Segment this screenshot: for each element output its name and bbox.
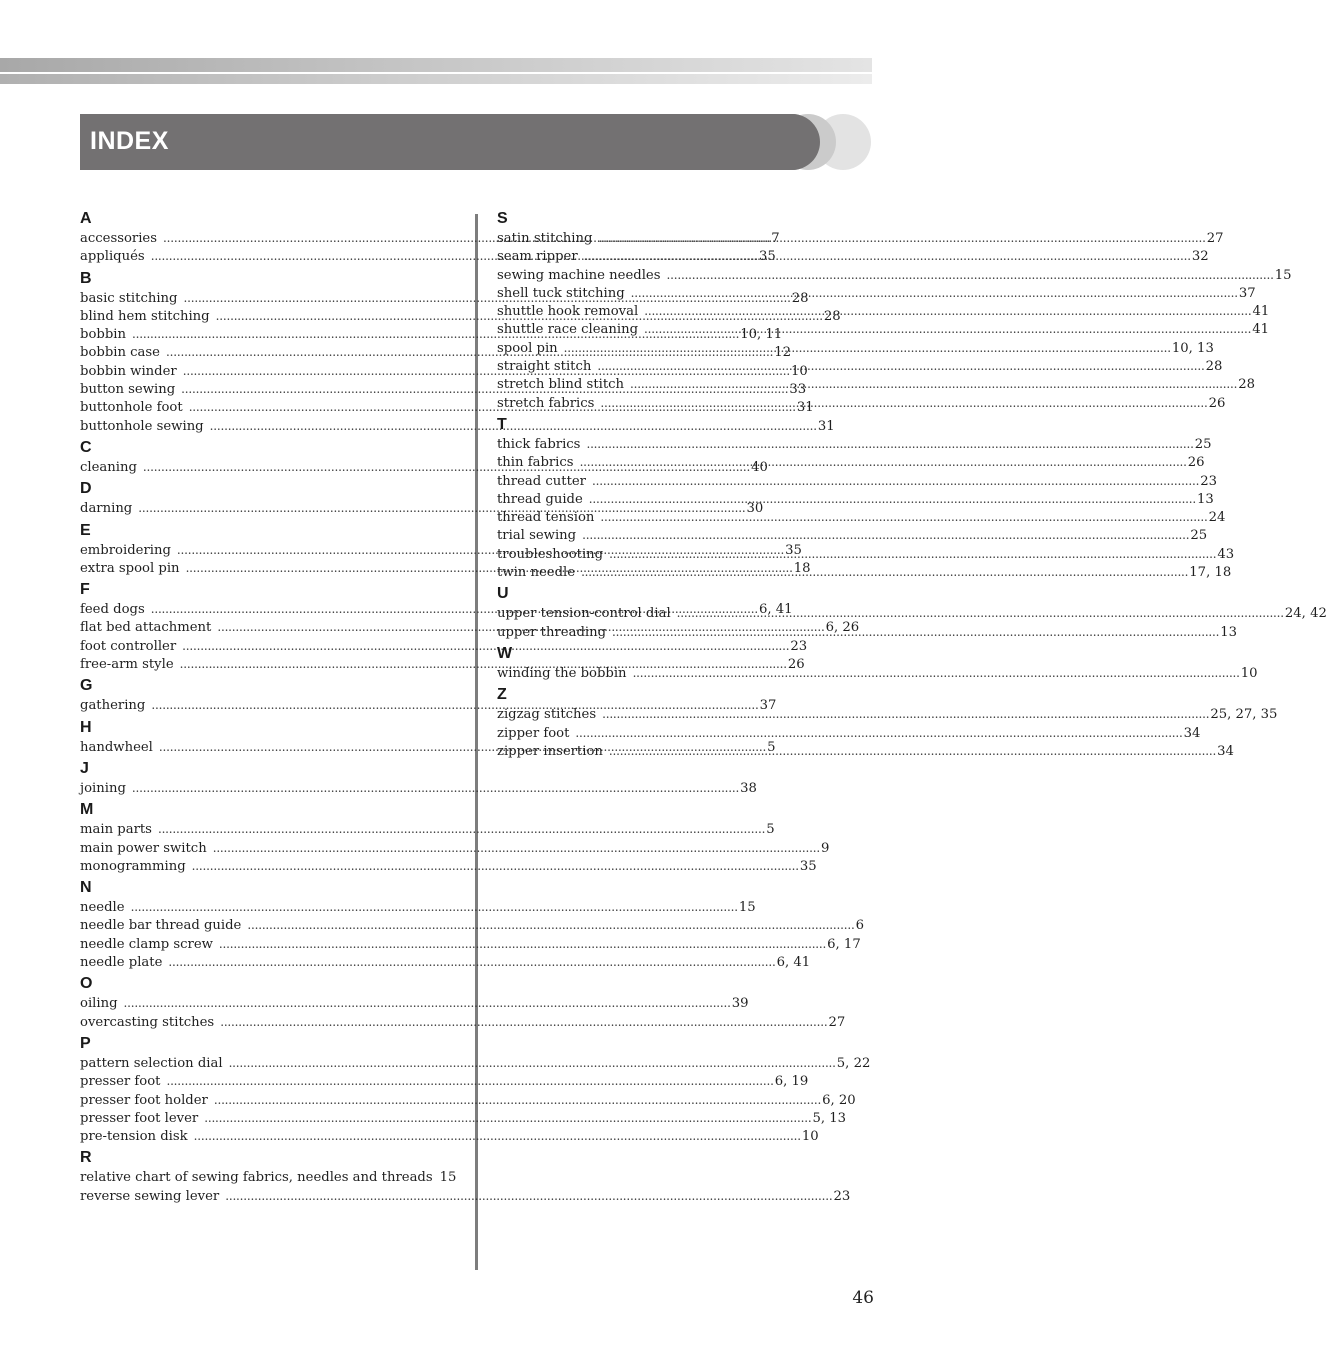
dot-leader xyxy=(220,1013,827,1031)
entry-pages: 31 xyxy=(796,400,814,416)
dot-leader xyxy=(132,779,739,797)
section-letter: A xyxy=(80,210,92,227)
index-entry xyxy=(80,696,777,714)
section-letter: G xyxy=(80,677,93,695)
entry-pages: 6 xyxy=(855,918,864,934)
index-entry xyxy=(80,1054,871,1072)
index-entry xyxy=(80,1013,846,1031)
entry-pages: 17, 18 xyxy=(1189,565,1232,581)
section-letter: R xyxy=(80,1149,92,1167)
entry-term: embroidering xyxy=(80,542,171,558)
entry-pages: 23 xyxy=(1200,473,1217,489)
entry-term: thick fabrics xyxy=(497,436,581,452)
index-entry xyxy=(497,563,1232,581)
section-letter: O xyxy=(80,975,93,993)
index-entry xyxy=(80,953,811,971)
entry-term: presser foot xyxy=(80,1074,161,1090)
entry-term: needle xyxy=(80,900,125,916)
entry-term: oiling xyxy=(80,996,118,1012)
index-entry xyxy=(80,1072,809,1090)
entry-pages: 33 xyxy=(789,382,807,398)
index-entry xyxy=(497,526,1208,544)
dot-leader xyxy=(581,563,1188,581)
entry-pages: 15 xyxy=(439,1170,457,1186)
entry-term: button sewing xyxy=(80,382,176,398)
entry-term: basic stitching xyxy=(80,290,178,306)
entry-term: bobbin winder xyxy=(80,363,177,379)
entry-pages: 34 xyxy=(1217,743,1234,759)
index-entry xyxy=(80,637,808,655)
dot-leader xyxy=(609,742,1216,760)
entry-term: relative chart of sewing fabrics, needles and threads xyxy=(80,1170,433,1186)
entry-term: upper threading xyxy=(497,624,607,640)
index-entry xyxy=(497,623,1238,641)
dot-leader xyxy=(214,1091,821,1109)
entry-pages: 35 xyxy=(785,542,802,558)
entry-pages: 37 xyxy=(1238,285,1256,301)
entry-pages: 28 xyxy=(823,308,841,324)
index-entry xyxy=(80,916,864,934)
index-entry xyxy=(497,375,1256,393)
index-entry xyxy=(80,417,835,435)
entry-term: seam ripper xyxy=(497,249,578,265)
entry-pages: 12 xyxy=(774,345,792,361)
index-entry xyxy=(80,839,830,857)
entry-pages: 35 xyxy=(758,249,776,265)
entry-term: main parts xyxy=(80,822,152,838)
index-entry xyxy=(497,508,1226,526)
entry-pages: 40 xyxy=(751,459,768,475)
entry-pages: 18 xyxy=(793,560,811,576)
entry-pages: 26 xyxy=(787,657,805,673)
section-letter: T xyxy=(497,415,507,433)
index-entry xyxy=(80,1127,819,1145)
header-stripe-top xyxy=(0,58,872,72)
index-column-right xyxy=(497,206,1327,760)
entry-term: zigzag stitches xyxy=(497,707,597,723)
index-section xyxy=(80,759,757,797)
entry-pages: 10 xyxy=(801,1129,819,1145)
entry-term: joining xyxy=(80,780,126,796)
entry-pages: 23 xyxy=(833,1188,851,1204)
dot-leader xyxy=(667,266,1274,284)
entry-term: straight stitch xyxy=(497,359,592,375)
index-entry xyxy=(80,857,817,875)
entry-pages: 34 xyxy=(1183,725,1201,741)
entry-term: pre-tension disk xyxy=(80,1129,188,1145)
dot-leader xyxy=(644,320,1251,338)
entry-term: cleaning xyxy=(80,459,137,475)
entry-pages: 15 xyxy=(738,900,756,916)
entry-pages: 43 xyxy=(1217,546,1235,562)
section-letter: F xyxy=(80,581,90,599)
entry-term: extra spool pin xyxy=(80,560,180,576)
entry-term: needle bar thread guide xyxy=(80,918,242,934)
dot-leader xyxy=(631,284,1238,302)
entry-term: upper tension-control dial xyxy=(497,606,671,622)
dot-leader xyxy=(600,508,1207,526)
entry-term: buttonhole sewing xyxy=(80,418,204,434)
section-letter: Z xyxy=(497,686,507,704)
index-entry xyxy=(497,545,1235,563)
entry-term: main power switch xyxy=(80,840,207,856)
index-entry xyxy=(497,229,1224,247)
entry-term: thin fabrics xyxy=(497,455,574,471)
entry-pages: 39 xyxy=(731,996,749,1012)
index-entry xyxy=(80,820,775,838)
dot-leader xyxy=(633,664,1240,682)
index-entry xyxy=(497,472,1217,490)
index-section xyxy=(80,1034,871,1145)
section-letter: B xyxy=(80,269,92,287)
index-entry xyxy=(497,742,1234,760)
entry-pages: 24 xyxy=(1208,510,1226,526)
entry-term: feed dogs xyxy=(80,602,145,618)
section-letter: C xyxy=(80,438,92,456)
index-entry xyxy=(497,247,1209,265)
section-letter: J xyxy=(80,759,89,777)
index-entry xyxy=(497,664,1258,682)
entry-term: stretch fabrics xyxy=(497,395,595,411)
dot-leader xyxy=(584,247,1191,265)
entry-pages: 5 xyxy=(766,822,775,838)
index-section xyxy=(497,644,1258,682)
entry-term: thread tension xyxy=(497,510,595,526)
entry-pages: 6, 41 xyxy=(776,955,811,971)
entry-term: shuttle hook removal xyxy=(497,304,639,320)
entry-term: flat bed attachment xyxy=(80,620,212,636)
dot-leader xyxy=(564,339,1171,357)
entry-pages: 5, 13 xyxy=(812,1110,847,1126)
dot-leader xyxy=(229,1054,836,1072)
section-letter: W xyxy=(497,644,513,662)
index-section xyxy=(497,584,1327,641)
dot-leader xyxy=(597,357,1204,375)
entry-term: zipper foot xyxy=(497,725,570,741)
index-entry xyxy=(497,357,1223,375)
entry-term: twin needle xyxy=(497,565,576,581)
entry-term: accessories xyxy=(80,231,158,246)
index-entry xyxy=(497,490,1214,508)
entry-term: thread cutter xyxy=(497,473,586,489)
index-section xyxy=(80,974,846,1031)
index-entry xyxy=(497,284,1256,302)
dot-leader xyxy=(192,857,799,875)
dot-leader xyxy=(582,526,1189,544)
index-entry xyxy=(497,604,1327,622)
entry-term: darning xyxy=(80,501,133,517)
entry-term: presser foot lever xyxy=(80,1110,199,1126)
dot-leader xyxy=(592,472,1199,490)
section-letter: P xyxy=(80,1034,91,1052)
entry-pages: 7 xyxy=(771,231,780,246)
dot-leader xyxy=(124,994,731,1012)
entry-pages: 28 xyxy=(1238,377,1256,393)
index-entry xyxy=(497,320,1270,338)
entry-term: shell tuck stitching xyxy=(497,285,625,301)
index-section xyxy=(80,878,864,971)
entry-pages: 41 xyxy=(1252,304,1270,320)
dot-leader xyxy=(168,953,775,971)
entry-term: bobbin case xyxy=(80,345,160,361)
index-entry xyxy=(497,435,1212,453)
entry-pages: 27 xyxy=(828,1014,846,1030)
entry-term: thread guide xyxy=(497,491,583,507)
dot-leader xyxy=(644,302,1251,320)
dot-leader xyxy=(213,839,820,857)
index-entry xyxy=(80,1091,856,1109)
dot-leader xyxy=(600,394,1207,412)
section-letter: H xyxy=(80,718,92,736)
entry-term: free-arm style xyxy=(80,657,174,673)
entry-term: pattern selection dial xyxy=(80,1055,223,1071)
section-letter: D xyxy=(80,480,92,498)
dot-leader xyxy=(225,1187,832,1205)
entry-pages: 24, 42 xyxy=(1284,606,1327,622)
index-entry xyxy=(497,453,1205,471)
entry-term: winding the bobbin xyxy=(497,665,627,681)
section-letter: M xyxy=(80,801,94,819)
index-entry xyxy=(497,394,1226,412)
entry-pages: 28 xyxy=(1205,359,1223,375)
entry-term: monogramming xyxy=(80,858,186,874)
entry-term: foot controller xyxy=(80,638,177,654)
entry-pages: 32 xyxy=(1191,249,1209,265)
index-entry xyxy=(80,994,749,1012)
entry-pages: 30 xyxy=(746,501,764,517)
entry-term: trial sewing xyxy=(497,528,577,544)
entry-term: handwheel xyxy=(80,739,153,755)
entry-term: needle clamp screw xyxy=(80,936,213,952)
entry-pages: 9 xyxy=(820,840,830,856)
entry-pages: 6, 26 xyxy=(825,620,860,636)
entry-pages: 5, 22 xyxy=(836,1055,871,1071)
entry-pages: 23 xyxy=(790,638,808,654)
page-number: 46 xyxy=(852,1288,874,1308)
entry-term: troubleshooting xyxy=(497,546,604,562)
entry-pages: 35 xyxy=(799,858,817,874)
entry-pages: 25, 27, 35 xyxy=(1210,707,1278,723)
index-section xyxy=(497,415,1235,581)
entry-term: gathering xyxy=(80,698,146,714)
entry-pages: 25 xyxy=(1190,528,1208,544)
entry-term: needle plate xyxy=(80,955,163,971)
entry-pages: 6, 41 xyxy=(758,602,793,618)
entry-term: buttonhole foot xyxy=(80,400,183,416)
entry-term: zipper insertion xyxy=(497,743,603,759)
entry-pages: 6, 19 xyxy=(774,1074,809,1090)
page-title: INDEX xyxy=(90,127,169,155)
entry-pages: 10, 11 xyxy=(740,327,783,343)
entry-pages: 10 xyxy=(790,363,808,379)
dot-leader xyxy=(247,916,854,934)
section-letter: S xyxy=(497,210,508,227)
entry-pages: 28 xyxy=(791,290,809,306)
entry-term: appliqués xyxy=(80,249,145,265)
dot-leader xyxy=(219,935,826,953)
dot-leader xyxy=(166,1072,773,1090)
entry-pages: 41 xyxy=(1252,322,1270,338)
dot-leader xyxy=(158,820,765,838)
dot-leader xyxy=(194,1127,801,1145)
dot-leader xyxy=(580,453,1187,471)
entry-pages: 13 xyxy=(1220,624,1238,640)
entry-pages: 10 xyxy=(1240,665,1258,681)
index-section xyxy=(80,1148,851,1205)
index-entry xyxy=(497,724,1201,742)
entry-term: sewing machine needles xyxy=(497,267,661,283)
entry-term: blind hem stitching xyxy=(80,308,210,324)
index-section xyxy=(80,800,830,875)
entry-pages: 26 xyxy=(1187,455,1205,471)
index-entry xyxy=(80,779,757,797)
section-letter: E xyxy=(80,521,91,539)
section-letter: N xyxy=(80,879,92,897)
entry-pages: 15 xyxy=(1274,267,1292,283)
dot-leader xyxy=(204,1109,811,1127)
entry-term: presser foot holder xyxy=(80,1092,208,1108)
dot-leader xyxy=(602,705,1209,723)
index-entry xyxy=(80,1168,457,1186)
entry-pages: 13 xyxy=(1197,491,1214,507)
index-entry xyxy=(80,1109,847,1127)
dot-leader xyxy=(131,898,738,916)
index-entry xyxy=(80,898,756,916)
entry-term: stretch blind stitch xyxy=(497,377,625,393)
entry-pages: 31 xyxy=(817,418,835,434)
index-section xyxy=(497,209,1292,412)
entry-term: spool pin xyxy=(497,340,558,356)
entry-term: satin stitching xyxy=(497,231,593,246)
entry-pages: 37 xyxy=(759,698,777,714)
title-banner xyxy=(80,114,820,170)
entry-term: bobbin xyxy=(80,327,126,343)
header-stripe-bottom xyxy=(0,74,872,84)
dot-leader xyxy=(598,229,1205,247)
index-section xyxy=(497,685,1278,760)
dot-leader xyxy=(612,623,1219,641)
dot-leader xyxy=(589,490,1196,508)
index-entry xyxy=(80,1187,851,1205)
index-entry xyxy=(497,266,1292,284)
dot-leader xyxy=(586,435,1193,453)
entry-pages: 26 xyxy=(1208,395,1226,411)
entry-pages: 27 xyxy=(1206,231,1224,246)
entry-pages: 5 xyxy=(767,739,776,755)
entry-pages: 6, 17 xyxy=(827,936,861,952)
index-entry xyxy=(80,935,861,953)
index-entry xyxy=(497,705,1278,723)
index-entry xyxy=(497,339,1214,357)
entry-pages: 6, 20 xyxy=(822,1092,856,1108)
entry-term: reverse sewing lever xyxy=(80,1188,220,1204)
dot-leader xyxy=(677,604,1284,622)
dot-leader xyxy=(575,724,1182,742)
index-section xyxy=(80,676,777,714)
dot-leader xyxy=(630,375,1237,393)
entry-term: overcasting stitches xyxy=(80,1014,215,1030)
dot-leader xyxy=(609,545,1216,563)
entry-pages: 38 xyxy=(740,780,757,796)
section-letter: U xyxy=(497,585,509,603)
entry-term: shuttle race cleaning xyxy=(497,322,639,338)
entry-pages: 25 xyxy=(1194,436,1212,452)
index-entry xyxy=(497,302,1270,320)
entry-pages: 10, 13 xyxy=(1171,340,1214,356)
